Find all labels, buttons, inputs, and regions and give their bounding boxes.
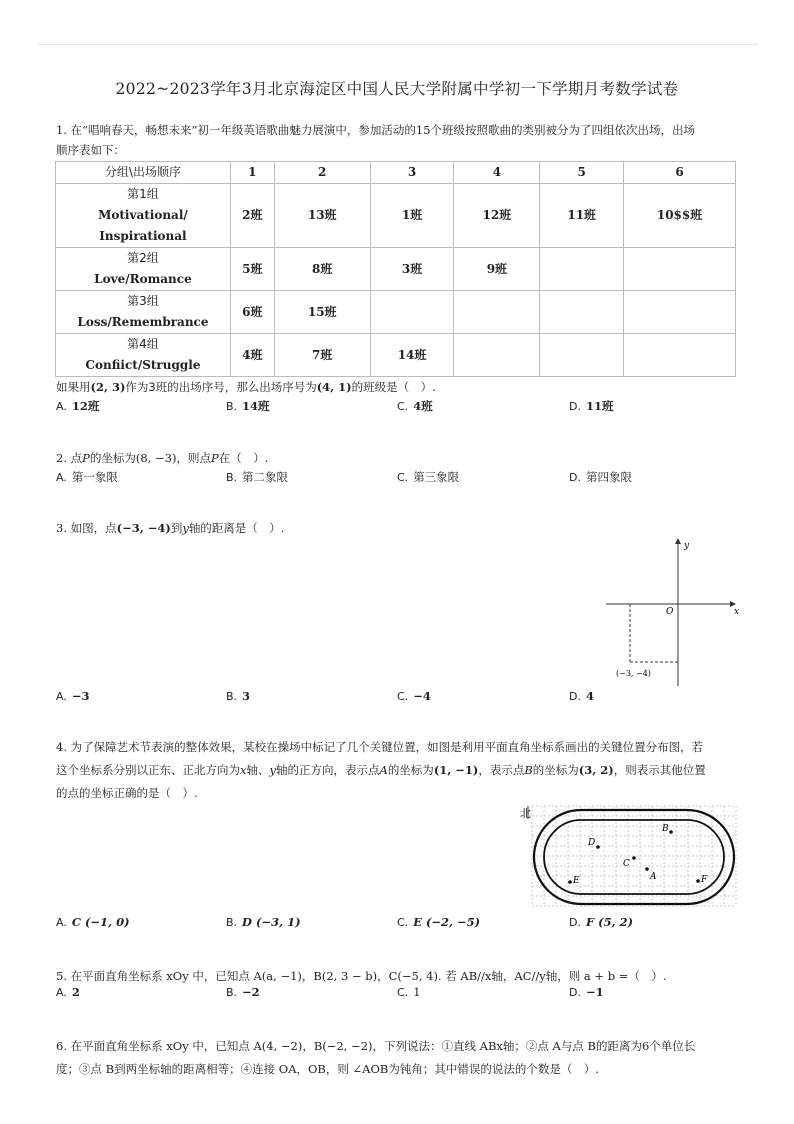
option-a[interactable]: A. 2	[56, 985, 80, 999]
q5-options	[56, 985, 746, 1005]
class-cell: 7班	[274, 334, 370, 377]
class-cell: 2班	[230, 184, 274, 248]
option-d[interactable]: D. F (5, 2)	[569, 915, 634, 929]
group-cell: 第4组 Confiict/Struggle	[56, 334, 231, 377]
q1-stem-line1: 1. 在“唱响春天，畅想未来”初一年级英语歌曲魅力展演中，参加活动的15个班级按照歌曲的类别被分为了四组依次出场，出场	[56, 123, 696, 137]
class-cell: 13班	[274, 184, 370, 248]
q1-options	[56, 398, 746, 418]
option-d[interactable]: D. 11班	[569, 399, 614, 413]
point-label: C	[623, 859, 630, 869]
q4-options	[56, 915, 746, 935]
grid	[532, 806, 736, 906]
table-header-cell: 1	[230, 162, 274, 184]
class-cell: 5班	[230, 248, 274, 291]
option-c[interactable]: C. 第三象限	[397, 470, 460, 484]
class-cell: 8班	[274, 248, 370, 291]
class-cell	[370, 291, 454, 334]
table-row	[56, 184, 736, 248]
y-axis-label: y	[684, 541, 690, 551]
q3-stem: 3. 如图，点(−3, −4)到y轴的距离是（ ）.	[56, 521, 285, 535]
class-cell	[454, 291, 540, 334]
table-header-cell: 2	[274, 162, 370, 184]
option-a[interactable]: A. 第一象限	[56, 470, 118, 484]
option-d[interactable]: D. 4	[569, 689, 594, 703]
table-header-row	[56, 162, 736, 184]
class-cell: 10$$班	[624, 184, 736, 248]
class-cell: 1班	[370, 184, 454, 248]
q3-options	[56, 689, 746, 709]
class-cell: 15班	[274, 291, 370, 334]
class-cell	[540, 248, 624, 291]
q3-coordinate-figure	[600, 534, 750, 694]
q2-options	[56, 469, 746, 489]
point-marker	[696, 879, 700, 883]
point-label: E	[573, 876, 580, 886]
point-marker	[669, 830, 673, 834]
point-marker	[596, 845, 600, 849]
origin-label: O	[666, 607, 674, 617]
table-header-cell: 5	[540, 162, 624, 184]
q4-track-figure	[518, 802, 742, 910]
q1-question: 如果用(2, 3)作为3班的出场序号，那么出场序号为(4, 1)的班级是（ ）.	[56, 380, 436, 394]
option-a[interactable]: A. C (−1, 0)	[56, 915, 130, 929]
point-label: (−3, −4)	[616, 669, 651, 678]
class-cell: 9班	[454, 248, 540, 291]
point-label: B	[662, 824, 669, 834]
table-header-cell: 3	[370, 162, 454, 184]
point-marker	[632, 856, 636, 860]
x-axis-label: x	[734, 607, 740, 617]
option-c[interactable]: C. 4班	[397, 399, 433, 413]
page-title: 2022~2023学年3月北京海淀区中国人民大学附属中学初一下学期月考数学试卷	[115, 80, 679, 98]
table-row	[56, 334, 736, 377]
y-axis-arrow	[675, 538, 681, 544]
class-cell: 6班	[230, 291, 274, 334]
class-cell	[624, 248, 736, 291]
point-label: F	[701, 875, 708, 885]
point-marker	[645, 867, 649, 871]
north-label: 北	[520, 807, 531, 820]
table-header-cell: 4	[454, 162, 540, 184]
group-cell: 第2组 Love/Romance	[56, 248, 231, 291]
q4-stem: 4. 为了保障艺术节表演的整体效果，某校在操场中标记了几个关键位置，如图是利用平面直角坐标系画出的关键位置分布图，若 这个坐标系分别以正东、正北方向为x轴、y轴的正方向，表示点A的坐标为(1, −1)，表示点B的坐标为(3, 2)，则表示其他位置 的点的坐标正确的是（ ）.	[56, 740, 706, 800]
class-cell: 12班	[454, 184, 540, 248]
table-row	[56, 248, 736, 291]
table-row	[56, 291, 736, 334]
point-label: A	[650, 872, 657, 882]
header-rule	[38, 44, 758, 45]
option-b[interactable]: B. D (−3, 1)	[226, 915, 301, 929]
q2-stem: 2. 点P的坐标为(8, −3)，则点P在（ ）.	[56, 451, 269, 465]
class-cell: 14班	[370, 334, 454, 377]
q1-stem	[56, 120, 746, 160]
q5-stem: 5. 在平面直角坐标系 xOy 中，已知点 A(a, −1)，B(2, 3 − b)，C(−5, 4). 若 AB//x轴，AC//y轴，则 a + b =（ ）.	[56, 969, 667, 983]
option-d[interactable]: D. 第四象限	[569, 470, 632, 484]
point-marker	[568, 880, 572, 884]
option-c[interactable]: C. E (−2, −5)	[397, 915, 481, 929]
option-a[interactable]: A. 12班	[56, 399, 100, 413]
class-cell	[624, 291, 736, 334]
option-b[interactable]: B. 3	[226, 689, 251, 703]
option-b[interactable]: B. 14班	[226, 399, 270, 413]
class-cell: 11班	[540, 184, 624, 248]
option-b[interactable]: B. 第二象限	[226, 470, 289, 484]
class-cell: 3班	[370, 248, 454, 291]
option-d[interactable]: D. −1	[569, 985, 604, 999]
q1-stem-line2: 顺序表如下：	[56, 143, 125, 157]
group-cell: 第1组 Motivational/ Inspirational	[56, 184, 231, 248]
class-cell: 4班	[230, 334, 274, 377]
option-a[interactable]: A. −3	[56, 689, 90, 703]
class-cell	[624, 334, 736, 377]
table-header-cell: 6	[624, 162, 736, 184]
point-label: D	[588, 838, 596, 848]
q6-stem: 6. 在平面直角坐标系 xOy 中，已知点 A(4, −2)，B(−2, −2)，下列说法：①直线 ABx轴；②点 A与点 B的距离为6个单位长 度；③点 B到两坐标轴的距离相等；④连接 OA，OB，则 ∠AOB为钝角；其中错误的说法的个数是（ ）.	[56, 1039, 696, 1076]
option-c[interactable]: C. −4	[397, 689, 431, 703]
class-cell	[540, 291, 624, 334]
option-b[interactable]: B. −2	[226, 985, 260, 999]
class-cell	[540, 334, 624, 377]
option-c[interactable]: C. 1	[397, 985, 421, 999]
q1-order-table	[55, 161, 736, 377]
class-cell	[454, 334, 540, 377]
table-header-cell: 分组\出场顺序	[56, 162, 231, 184]
group-cell: 第3组 Loss/Remembrance	[56, 291, 231, 334]
